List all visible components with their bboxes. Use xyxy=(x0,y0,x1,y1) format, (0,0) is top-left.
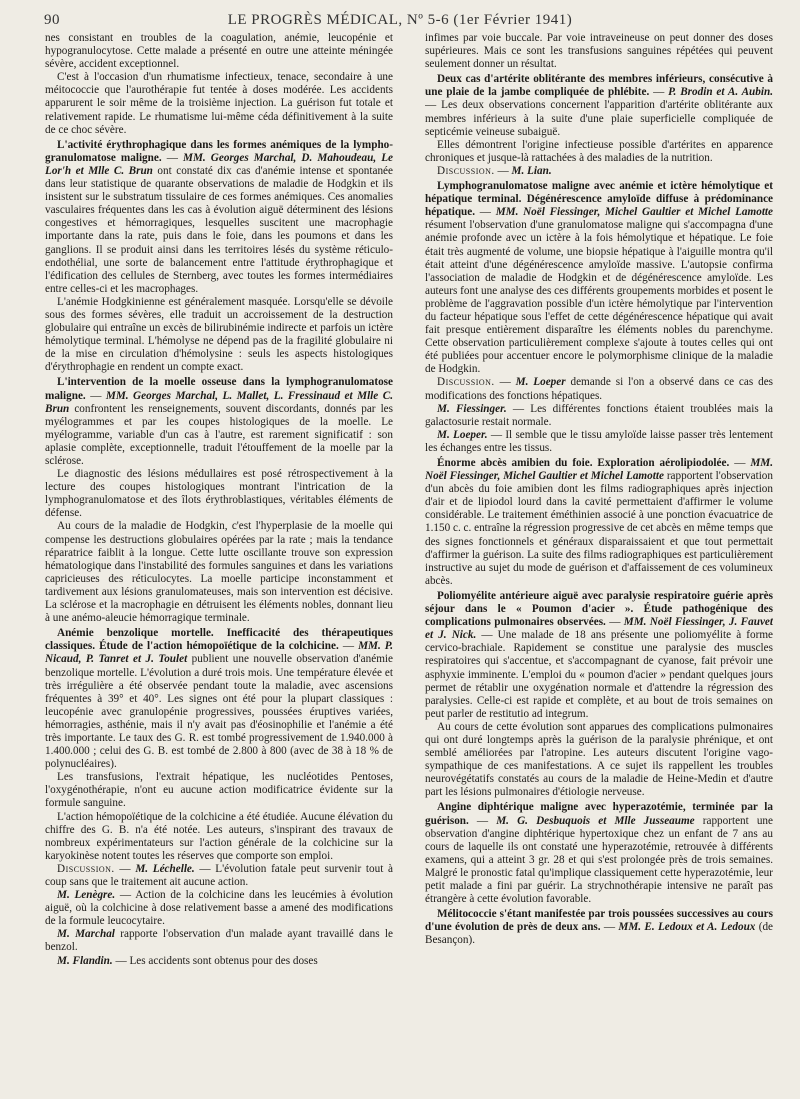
paragraph-text: L'action hémopoïétique de la colchicine a été étudiée. Aucune élévation du chiffre des G. B. n'a été notée. Les auteurs, s'inspirant des travaux de nombreux expérimentateurs sur l'action générale de la colchicine sur la karyokinèse notent toutes les réserves que comporte son emploi. xyxy=(45,810,393,862)
abstract-authors: MM. P. Nicaud, P. Tanret et J. Toulet xyxy=(45,640,393,666)
separator: — xyxy=(605,616,624,629)
abstract-authors: P. Brodin et A. Aubin. xyxy=(668,86,773,99)
separator: — xyxy=(649,86,669,99)
paragraph-continued xyxy=(45,32,393,71)
paragraph-text: Au cours de la maladie de Hodgkin, c'est l'hyperplasie de la moelle qui compense les destructions globulaires opérées par la rate ; mais la tendance réparatrice faiblit à la longue. Cette lutte oscillante trouve son expression hématologique dans l'instabilité des formules sanguines et dans les variations capricieuses des réticulocytes. La moelle participe inconstamment et tardivement aux lésions granulomateuses, mais son intervention est décisive. La sclérose et la macrophagie en détruisent les éléments nobles, donnant lieu à une anémo-aleucie hémorragique terminale. xyxy=(45,520,393,625)
speaker-name: M. Lenègre. xyxy=(57,889,116,902)
speaker-remark xyxy=(45,955,393,968)
abstract-text: ont constaté dix cas d'anémie intense et spontanée dans leur statistique de quarante observations de maladie de Hodgkin et ils insistent sur le substratum tissulaire de ces formes anémiques. Ces anomalies vasculaires fréquentes dans les cas à évolution aiguë déterminent des lésions congestives et hémorragiques, lesquelles suscitent une macrophagie importante dans la rate, puis dans le foie, dans les poumons et dans les ganglions. Il se produit ainsi dans les territoires lésés du système réticulo-endothélial, une sorte de balancement entre l'attitude érythrophagique et l'édification des cellules de Sternberg, avec toutes les formes intermédiaires entre celles-ci et les macrophages. xyxy=(45,164,393,295)
paragraph xyxy=(45,468,393,520)
page-number: 90 xyxy=(44,12,60,28)
paragraph xyxy=(45,520,393,625)
discussion-entry xyxy=(425,165,773,178)
abstract-authors: MM. Noël Fiessinger, J. Fauvet et J. Nick. xyxy=(425,616,773,642)
abstract-text: confrontent les renseignements, souvent discordants, donnés par les myélogrammes et par les coupes histologiques de la moelle. Le myélogramme, variable d'un cas à l'autre, est rarement significatif : son aplasie complète, exceptionnelle, traduit l'étouffement de la moelle par la sclérose. xyxy=(45,402,393,467)
abstract-title: Mélitococcie s'étant manifestée par trois poussées successives au cours d'une évolution de près de deux ans. xyxy=(425,908,773,934)
speaker-name: M. Lian. xyxy=(511,164,552,177)
paragraph xyxy=(45,771,393,810)
speaker-name: M. Flandin. xyxy=(57,954,113,967)
speaker-name: M. Fiessinger. xyxy=(437,402,507,415)
abstract-entry xyxy=(45,627,393,771)
paragraph-text: C'est à l'occasion d'un rhumatisme infectieux, tenace, secondaire à une méitococcie que l'aurothérapie fut tentée à doses modérée. Les accidents apparurent le soir même de la troisième injection. La guérison fut totale et relativement rapide. Le rhumatisme lui-même céda définitivement à la suite de ce choc sévère. xyxy=(45,71,393,136)
separator: — xyxy=(494,164,512,177)
abstract-title: L'intervention de la moelle osseuse dans la lymphogranulomatose maligne. xyxy=(45,376,393,402)
abstract-authors: MM. Georges Marchal, L. Mallet, L. Fressinaud et Mlle C. Brun xyxy=(45,389,393,415)
separator: — xyxy=(338,640,359,653)
paragraph xyxy=(425,721,773,800)
remark-text: — Il semble que le tissu amyloïde laisse passer très lentement les échanges entre les tissus. xyxy=(425,428,773,454)
abstract-title: Lymphogranulomatose maligne avec anémie et ictère hémolytique et hépatique terminal. Dégénérescence amyloïde diffuse à prédominance hépatique. xyxy=(425,180,773,219)
paragraph-text: nes consistant en troubles de la coagulation, anémie, leucopénie et hypogranulocytose. Cette malade a présenté en outre une atteinte méningée sévère, accident exceptionnel. xyxy=(45,32,393,71)
speaker-name: M. Loeper xyxy=(515,376,566,389)
abstract-title: Poliomyélite antérieure aiguë avec paralysie respiratoire guérie après séjour dans le « Poumon d'acier ». Étude pathogénique des complications pulmonaires observées. xyxy=(425,589,773,629)
paragraph-text: Le diagnostic des lésions médullaires est posé rétrospectivement à la lecture des coupes histologiques montrant l'intrication de la lymphogranulomatose et des îlots érythroblastiques, véritables éléments de défense. xyxy=(45,468,393,520)
discussion-text: demande si l'on a observé dans ce cas des modifications des fonctions hépatiques. xyxy=(425,376,773,402)
remark-text: rapporte l'observation d'un malade ayant travaillé dans le benzol. xyxy=(45,928,393,954)
paragraph xyxy=(45,811,393,863)
left-column xyxy=(45,32,393,1090)
paragraph-text: Elles démontrent l'origine infectieuse possible d'artérites en apparence chroniques et jusque-là rattachées à des maladies de la nutrition. xyxy=(425,138,773,164)
separator: — xyxy=(85,389,106,402)
remark-text: — Les différentes fonctions étaient troublées mais la galactosurie restait normale. xyxy=(425,402,773,428)
speaker-name: M. Léchelle. xyxy=(135,862,195,875)
abstract-entry xyxy=(425,180,773,376)
running-header xyxy=(40,12,760,34)
paragraph-text: L'anémie Hodgkinienne est généralement masquée. Lorsqu'elle se dévoile sous des formes sévères, elle traduit un accroissement de la destruction globulaire qui entraîne un excès de bilirubinémie indirecte et parfois un ictère hémolytique terminal. L'hémolyse ne dépend pas de la fragilité globulaire ni de la mise en circulation d'hémolysine : seuls les aspects histologiques d'érythrophagie en rendent un compte exact. xyxy=(45,295,393,374)
speaker-remark xyxy=(45,928,393,954)
abstract-entry xyxy=(45,376,393,468)
abstract-entry xyxy=(425,73,773,138)
discussion-entry xyxy=(45,863,393,889)
abstract-entry xyxy=(425,590,773,721)
speaker-remark xyxy=(425,429,773,455)
abstract-text: rapportent une observation d'angine diphtérique hypertoxique chez un enfant de 7 ans au cours de laquelle ils ont constaté une hyperazotémie, retrouvée à différents examens, qui a atteint 3 gr. 28 et qui s'est prolongée près de trois semaines. Malgré le pronostic fatal qu'implique classiquement cette hyperazotémie, leur petit malade a fini par guérir. La strychnothérapie intensive ne paraît pas étrangère à cette évolution favorable. xyxy=(425,814,773,906)
discussion-label: Discussion. xyxy=(57,862,115,875)
separator: — xyxy=(114,862,136,875)
abstract-title: Angine diphtérique maligne avec hyperazotémie, terminée par la guérison. xyxy=(425,801,773,827)
paragraph-text: Au cours de cette évolution sont apparues des complications pulmonaires qui ont duré longtemps après la guérison de la paralysie phrénique, et ont semblé améliorées par l'atropine. Les auteurs discutent l'origine vago-sympathique de ces manifestations. A ce sujet ils rappellent les troubles neurovégétatifs constatés au cours de la maladie de Heine-Medin et d'autre part les lésions pulmonaires d'étiologie nerveuse. xyxy=(425,720,773,799)
separator: — xyxy=(161,151,183,164)
abstract-authors: M. G. Desbuquois et Mlle Jusseaume xyxy=(496,814,695,827)
abstract-title: Anémie benzolique mortelle. Inefficacité des thérapeutiques classiques. Étude de l'action hémopoïétique de la colchicine. xyxy=(45,627,393,653)
right-column xyxy=(425,32,773,1090)
abstract-entry xyxy=(425,457,773,588)
paragraph-text: Les transfusions, l'extrait hépatique, les nucléotides Pentoses, l'oxygénothérapie, n'ont eu aucune action modificatrice évidente sur la formule sanguine. xyxy=(45,771,393,810)
abstract-text: résument l'observation d'une granulomatose maligne qui s'accompagna d'une anémie profonde avec un ictère à la fois hémolytique et hépatique. Le foie était très augmenté de volume, une biopsie hépatique à l'aiguille montra qu'il était atteint d'une dégénérescence amyloïde massive. L'autopsie confirma l'association de maladie de Hodgkin et de dégénérescence amyloïde. Les auteurs font une analyse des ces différents groupements morbides et posent le problème de l'aggravation possible d'un ictère hémolytique par l'intervention du facteur hépatique sous l'effet de cette dégénérescence hépatique qui avait fait presque entièrement disparaître les éléments nobles du parenchyme. Cette observation particulièrement complexe s'ajoute à toutes celles qui ont été publiées pour accentuer encore le polymorphisme clinique de la maladie de Hodgkin. xyxy=(425,219,773,376)
abstract-title: Deux cas d'artérite oblitérante des membres inférieurs, consécutive à une plaie de la jambe compliquée de phlébite. xyxy=(425,73,773,99)
abstract-text: rapportent l'observation d'un abcès du foie amibien dont les films radiographiques après injection d'air et de lipiodol lourd dans la cavité permettaient d'affirmer le volume considérable. Le traitement éméthinien associé à une ponction évacuatrice de 1.150 c. c. entraîne la régression progressive de cet abcès en même temps que des signes fonctionnels et généraux disparaissaient et que tout permettait d'affirmer la guérison. La suite des films radiographiques est particulièrement instructive au sujet du mode de guérison et d'affaissement de ces volumineux abcès. xyxy=(425,470,773,587)
speaker-remark xyxy=(425,403,773,429)
abstract-entry xyxy=(45,139,393,296)
abstract-entry xyxy=(425,908,773,947)
discussion-label: Discussion. xyxy=(437,376,495,389)
speaker-name: M. Loeper. xyxy=(437,428,488,441)
paragraph xyxy=(425,139,773,165)
separator: — xyxy=(600,921,619,934)
abstract-authors: MM. Noël Fiessinger, Michel Gaultier et Michel Lamotte xyxy=(495,206,773,219)
abstract-text: — Une malade de 18 ans présente une poliomyélite à forme cervico-brachiale. Rapidement se constitue une paralysie des muscles respiratoires qui s'accentue, et s'accompagnant de cyanose, fait prévoir une asphyxie imminente. L'emploi du « poumon d'acier » pendant quelques jours permet de rétablir une oxygénation normale et d'attendre la régression des paralysies. Celle-ci est rapide et complète, et au bout de trois semaines on peut parler de restitutio ad integrum. xyxy=(425,629,773,720)
abstract-title: L'activité érythrophagique dans les formes anémiques de la lympho-granulomatose maligne. xyxy=(45,138,393,164)
abstract-text: publient une nouvelle observation d'anémie benzolique mortelle. L'évolution a duré trois mois. Une température élevée et très irrégulière a été observée pendant toute la maladie, avec ascensions fréquentes à 39° et 40°. Les signes ont été pour la plupart classiques : leucopénie avec granulopénie progressives, poussées éruptives variées, hémorragies, asthénie, mais il n'y avait pas d'éosinophilie et l'anémie a été très importante. Le taux des G. R. est tombé progressivement de 1.940.000 à 1.400.000 ; celui des G. B. est tombé de 2.800 à 800 (avec de 38 à 18 % de polynucléaires). xyxy=(45,653,393,771)
separator: — xyxy=(729,457,751,469)
discussion-entry xyxy=(425,376,773,402)
speaker-name: M. Marchal xyxy=(57,928,115,941)
discussion-label: Discussion. xyxy=(437,164,495,177)
running-title: LE PROGRÈS MÉDICAL, Nº 5-6 (1er Février 1941) xyxy=(227,12,573,28)
abstract-title: Énorme abcès amibien du foie. Exploration aérolipiodolée. xyxy=(437,457,730,469)
abstract-authors: MM. Georges Marchal, D. Mahoudeau, Le Lor'h et Mlle C. Brun xyxy=(45,151,393,177)
remark-text: — Action de la colchicine dans les leucémies à évolution aiguë, où la colchicine à dose relativement basse a amené des modifications de la formule leucocytaire. xyxy=(45,889,393,928)
abstract-entry xyxy=(425,801,773,906)
abstract-text: (de Besançon). xyxy=(425,921,773,947)
abstract-authors: MM. Noël Fiessinger, Michel Gaultier et Michel Lamotte xyxy=(425,457,773,483)
abstract-text: — Les deux observations concernent l'apparition d'artérite oblitérante aux membres inférieurs à la suite d'une plaie superficielle compliquée de septicémie veineuse subaiguë. xyxy=(425,99,773,138)
abstract-authors: MM. E. Ledoux et A. Ledoux xyxy=(618,921,756,934)
separator: — xyxy=(468,814,497,827)
remark-text: — Les accidents sont obtenus pour des doses xyxy=(112,954,318,967)
separator: — xyxy=(494,376,516,389)
paragraph xyxy=(45,71,393,136)
paragraph xyxy=(45,296,393,375)
paragraph-continued xyxy=(425,32,773,71)
speaker-remark xyxy=(45,889,393,928)
paragraph-text: infimes par voie buccale. Par voie intraveineuse on peut donner des doses supérieures. Mais ce sont les transfusions sanguines répétées qui peuvent seulement donner un résultat. xyxy=(425,32,773,71)
discussion-text: — L'évolution fatale peut survenir tout à coup sans que le traitement ait aucune action. xyxy=(45,862,393,888)
separator: — xyxy=(475,206,496,219)
